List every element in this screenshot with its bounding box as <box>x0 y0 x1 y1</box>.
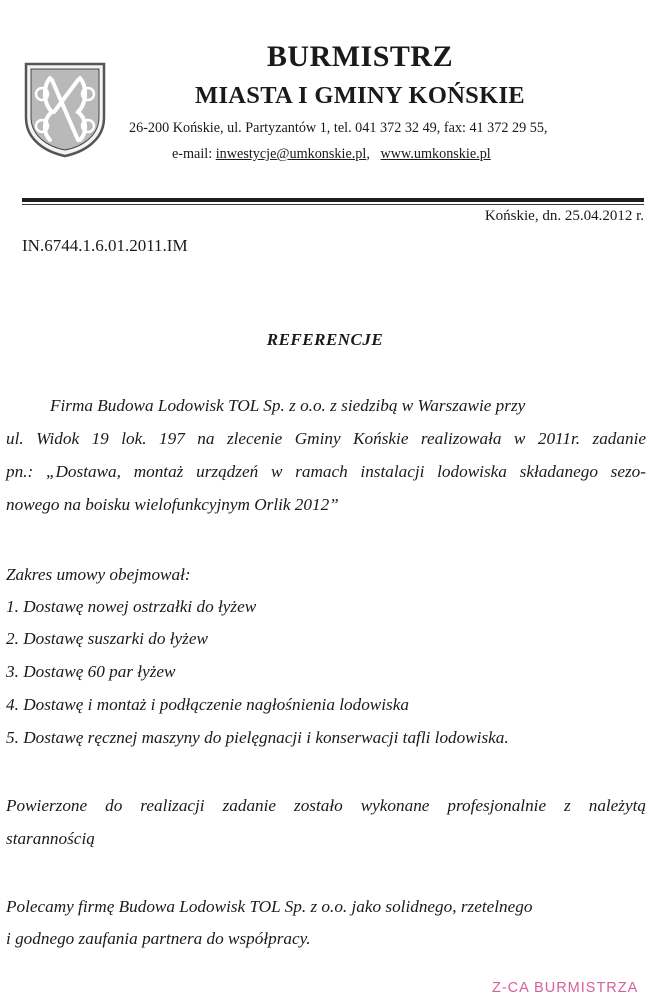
coat-of-arms-icon <box>22 60 108 158</box>
scope-item: 4. Dostawę i montaż i podłączenie nagłośnienia lodowiska <box>6 695 409 714</box>
letter-date: Końskie, dn. 25.04.2012 r. <box>484 208 644 224</box>
intro-line: pn.: „Dostawa, montaż urządzeń w ramach instalacji lodowiska składanego sezo- <box>6 462 646 481</box>
reference-number: IN.6744.1.6.01.2011.IM <box>22 236 188 255</box>
email-link[interactable]: inwestycje@umkonskie.pl <box>215 146 367 162</box>
completion-line: starannością <box>6 829 95 848</box>
issuer-title: BURMISTRZ <box>266 40 454 73</box>
issuer-subtitle: MIASTA I GMINY KOŃSKIE <box>195 82 525 109</box>
recommendation-line: i godnego zaufania partnera do współpracy. <box>6 929 311 948</box>
header-divider <box>22 198 644 202</box>
intro-line: ul. Widok 19 lok. 197 na zlecenie Gminy Końskie realizowała w 2011r. zadanie <box>6 429 646 448</box>
document-title: REFERENCJE <box>266 330 384 349</box>
website-link[interactable]: www.umkonskie.pl <box>380 146 491 162</box>
recommendation-line: Polecamy firmę Budowa Lodowisk TOL Sp. z o.o. jako solidnego, rzetelnego <box>6 897 533 916</box>
intro-line: nowego na boisku wielofunkcyjnym Orlik 2012” <box>6 495 339 514</box>
scope-item: 2. Dostawę suszarki do łyżew <box>6 629 208 648</box>
scope-item: 1. Dostawę nowej ostrzałki do łyżew <box>6 597 257 616</box>
scope-heading: Zakres umowy obejmował: <box>6 565 191 584</box>
intro-line: Firma Budowa Lodowisk TOL Sp. z o.o. z siedzibą w Warszawie przy <box>50 396 526 415</box>
completion-line: Powierzone do realizacji zadanie zostało wykonane profesjonalnie z należytą <box>6 796 646 815</box>
header-divider-thin <box>22 204 644 205</box>
issuer-address: 26-200 Końskie, ul. Partyzantów 1, tel. 041 372 32 49, fax: 41 372 29 55, <box>129 120 548 136</box>
contact-separator: , <box>366 146 370 162</box>
deputy-mayor-stamp: Z-CA BURMISTRZA <box>492 980 639 996</box>
scope-item: 3. Dostawę 60 par łyżew <box>6 662 176 681</box>
email-label: e-mail: <box>172 146 213 162</box>
scope-item: 5. Dostawę ręcznej maszyny do pielęgnacji i konserwacji tafli lodowiska. <box>6 728 509 747</box>
issuer-contact <box>172 146 491 163</box>
